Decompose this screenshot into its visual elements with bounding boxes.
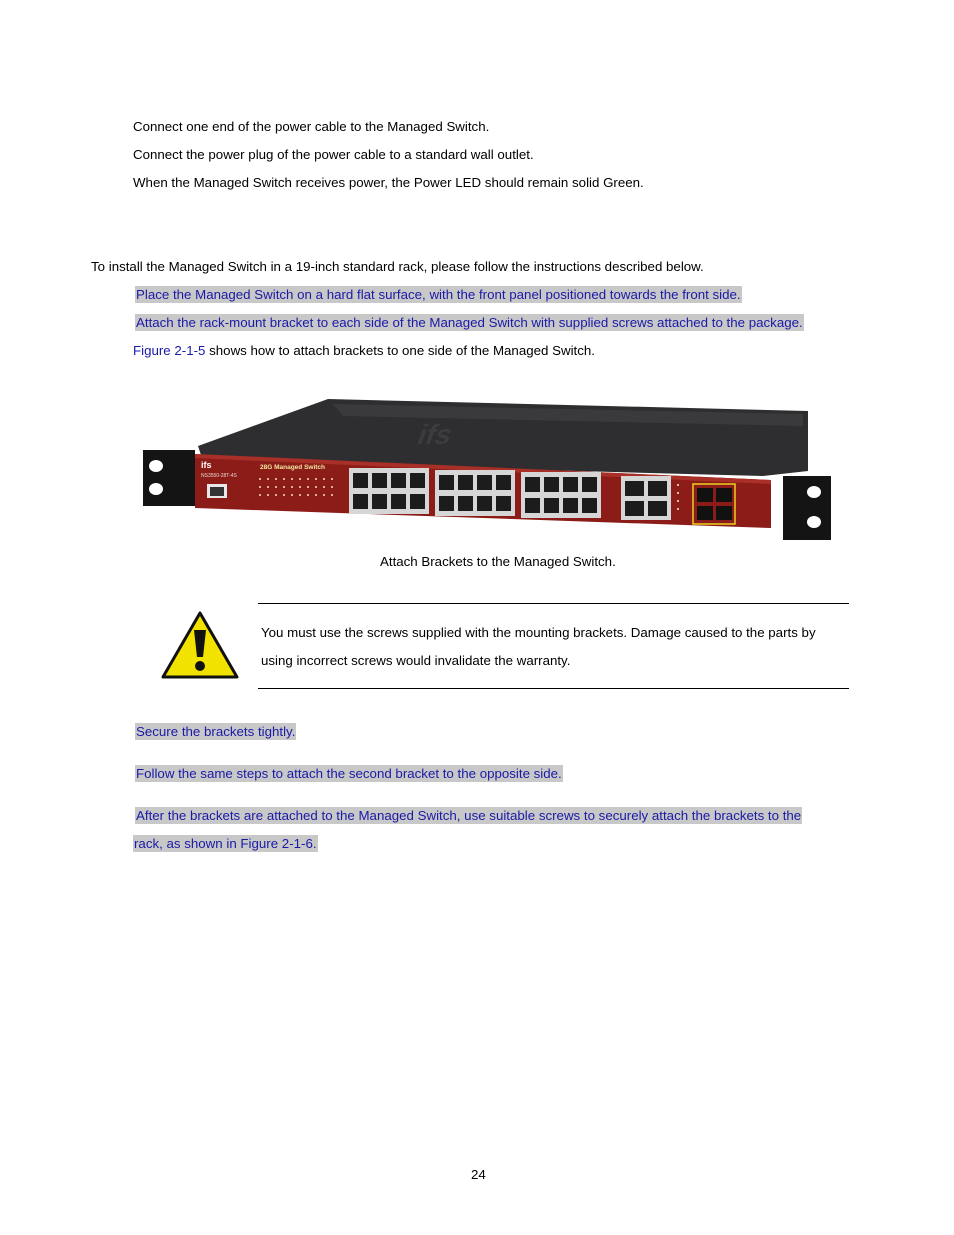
rack-step-5-prefix: rack, as shown in — [134, 836, 241, 851]
rack-step-3-text: Secure the brackets tightly. — [136, 724, 296, 739]
switch-label: 28G Managed Switch — [260, 464, 326, 471]
rack-step-1 — [135, 286, 742, 303]
power-step-2: Connect the power plug of the power cable to a standard wall outlet. — [133, 147, 534, 162]
power-step-3: When the Managed Switch receives power, the Power LED should remain solid Green. — [133, 175, 644, 190]
rack-intro: To install the Managed Switch in a 19-inch standard rack, please follow the instructions described below. — [91, 259, 704, 274]
svg-text:ifs: ifs — [413, 419, 458, 451]
rack-step-5-text-1: After the brackets are attached to the Managed Switch, use suitable screws to securely attach the brackets to the — [136, 808, 802, 823]
caution-bottom-rule — [258, 688, 849, 689]
figure-2-1-5-link[interactable]: Figure 2-1-5 — [133, 343, 206, 358]
model-label: NS3550-28T-4S — [201, 473, 237, 479]
right-bracket — [783, 476, 831, 540]
switch-bracket-figure — [143, 396, 831, 540]
rack-step-2-text: Attach the rack-mount bracket to each side of the Managed Switch with supplied screws attached to the package. — [136, 315, 803, 330]
caution-line-1: You must use the screws supplied with the mounting brackets. Damage caused to the parts by — [261, 625, 816, 640]
rack-step-5-suffix: . — [312, 836, 317, 851]
page-number: 24 — [471, 1167, 486, 1182]
rack-step-1-text: Place the Managed Switch on a hard flat surface, with the front panel positioned towards the front side. — [136, 287, 741, 302]
warning-icon — [160, 610, 240, 680]
rack-step-5-line-1 — [135, 807, 802, 824]
rack-step-2 — [135, 314, 804, 331]
caution-top-rule — [258, 603, 849, 604]
figure-reference-text: shows how to attach brackets to one side of the Managed Switch. — [205, 343, 595, 358]
left-bracket — [143, 450, 195, 506]
rack-step-4-text: Follow the same steps to attach the second bracket to the opposite side. — [136, 766, 562, 781]
rack-step-5-text-2 — [133, 835, 318, 852]
power-step-1: Connect one end of the power cable to the Managed Switch. — [133, 119, 490, 134]
rack-step-5-line-2 — [133, 835, 318, 852]
figure-reference — [133, 342, 595, 359]
rack-step-4 — [135, 765, 563, 782]
figure-2-1-6-link[interactable]: Figure 2-1-6 — [240, 836, 313, 851]
figure-caption: Attach Brackets to the Managed Switch. — [380, 554, 616, 569]
caution-line-2: using incorrect screws would invalidate the warranty. — [261, 653, 571, 668]
rack-step-3 — [135, 723, 296, 740]
brand-label: ifs — [201, 460, 212, 470]
